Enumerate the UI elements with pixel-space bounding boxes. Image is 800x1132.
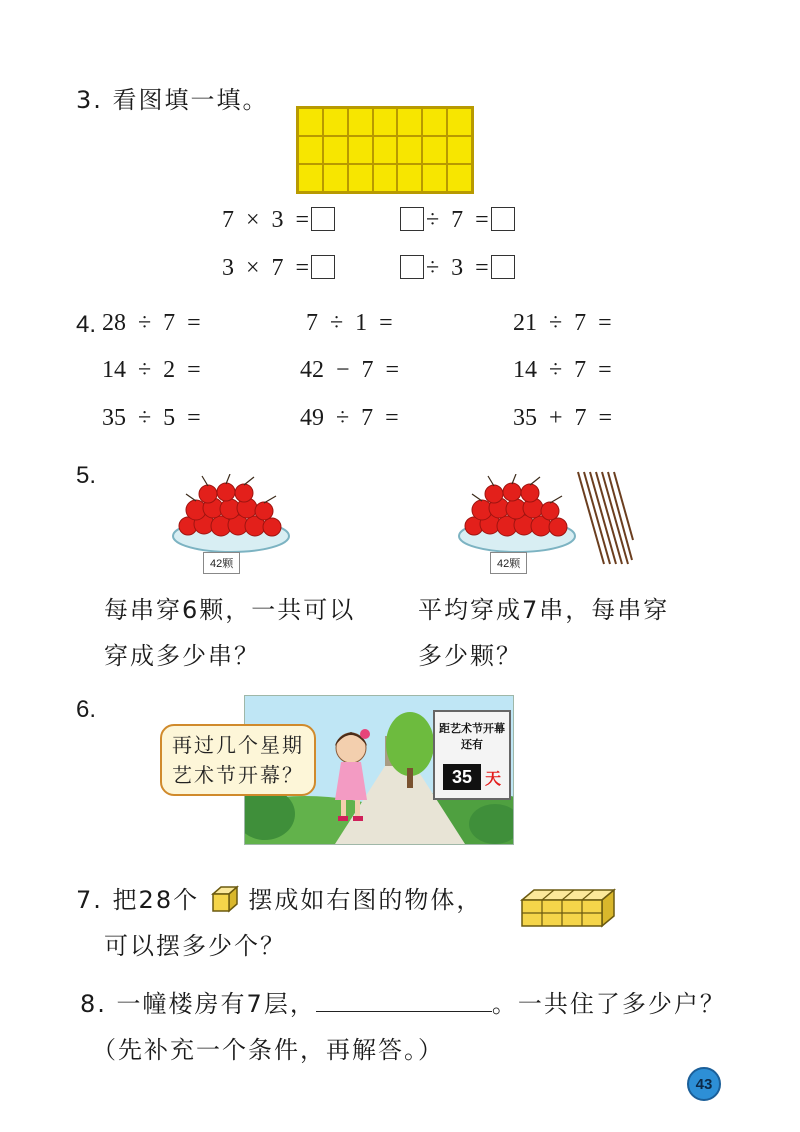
q5-left-line1: 每串穿6颗，一共可以 <box>104 596 356 624</box>
skewer-sticks-icon <box>574 470 634 566</box>
q4-number: 4. <box>76 311 97 338</box>
q3-eq1-right <box>398 207 517 234</box>
q3-eq1-left <box>222 207 337 234</box>
q5-number: 5. <box>76 462 97 489</box>
cube-structure-icon <box>518 886 618 930</box>
answer-box[interactable] <box>400 255 424 279</box>
countdown-number: 35 <box>443 764 481 790</box>
q3-title: 看图填一填。 <box>112 86 269 114</box>
page-number-badge: 43 <box>687 1067 721 1101</box>
eq-text: ÷ 7 = <box>426 207 489 233</box>
sign-title: 距艺术节开幕还有 <box>439 722 505 751</box>
cube-icon <box>209 884 239 914</box>
q8-blank[interactable] <box>316 993 492 1012</box>
answer-box[interactable] <box>491 207 515 231</box>
eq-text: 7 × 3 = <box>222 207 310 233</box>
eq-text: ÷ 3 = <box>426 255 489 281</box>
q4-r2-c1: 14 ÷ 2 = <box>102 357 201 383</box>
bowl-label-right: 42颗 <box>490 552 527 574</box>
speech-bubble <box>160 724 316 796</box>
q4-r1-c2: 7 ÷ 1 = <box>306 310 393 336</box>
q5-left-line2: 穿成多少串？ <box>104 642 260 670</box>
q8-text-b: 。一共住了多少户？ <box>491 990 726 1018</box>
answer-box[interactable] <box>311 207 335 231</box>
q8-number: 8. <box>80 990 107 1018</box>
q4-r2-c3: 14 ÷ 7 = <box>513 357 612 383</box>
q8-text-a: 一幢楼房有7层， <box>116 990 316 1018</box>
q3-number: 3. <box>76 86 103 114</box>
answer-box[interactable] <box>311 255 335 279</box>
q3-header <box>76 80 269 115</box>
q4-r1-c1: 28 ÷ 7 = <box>102 310 201 336</box>
bowl-label-left: 42颗 <box>203 552 240 574</box>
q7-text-b: 摆成如右图的物体， <box>248 886 483 914</box>
answer-box[interactable] <box>491 255 515 279</box>
q4-r3-c2: 49 ÷ 7 = <box>300 405 399 431</box>
countdown-sign <box>433 710 511 800</box>
answer-box[interactable] <box>400 207 424 231</box>
bubble-line2: 艺术节开幕？ <box>172 763 304 787</box>
sign-counter-row <box>435 764 509 790</box>
q7-text-a: 把28个 <box>112 886 200 914</box>
q5-right-line2: 多少颗？ <box>418 642 522 670</box>
q6-number: 6. <box>76 696 97 723</box>
cherry-bowl-right-icon <box>452 474 582 554</box>
countdown-unit: 天 <box>484 768 501 788</box>
q5-right-line1: 平均穿成7串，每串穿 <box>418 596 670 624</box>
q7-line1 <box>76 880 482 915</box>
q4-r1-c3: 21 ÷ 7 = <box>513 310 612 336</box>
q8-line2: （先补充一个条件，再解答。） <box>92 1036 444 1064</box>
bubble-line1: 再过几个星期 <box>172 733 304 757</box>
cherry-bowl-left-icon <box>166 474 296 554</box>
q7-number: 7. <box>76 886 103 914</box>
q3-eq2-left <box>222 255 337 282</box>
q8-line1 <box>80 984 726 1019</box>
q7-line2: 可以摆多少个？ <box>104 932 286 960</box>
eq-text: 3 × 7 = <box>222 255 310 281</box>
q4-r2-c2: 42 − 7 = <box>300 357 400 383</box>
q4-r3-c3: 35 + 7 = <box>513 405 613 431</box>
q3-eq2-right <box>398 255 517 282</box>
yellow-grid <box>296 106 474 194</box>
q4-r3-c1: 35 ÷ 5 = <box>102 405 201 431</box>
